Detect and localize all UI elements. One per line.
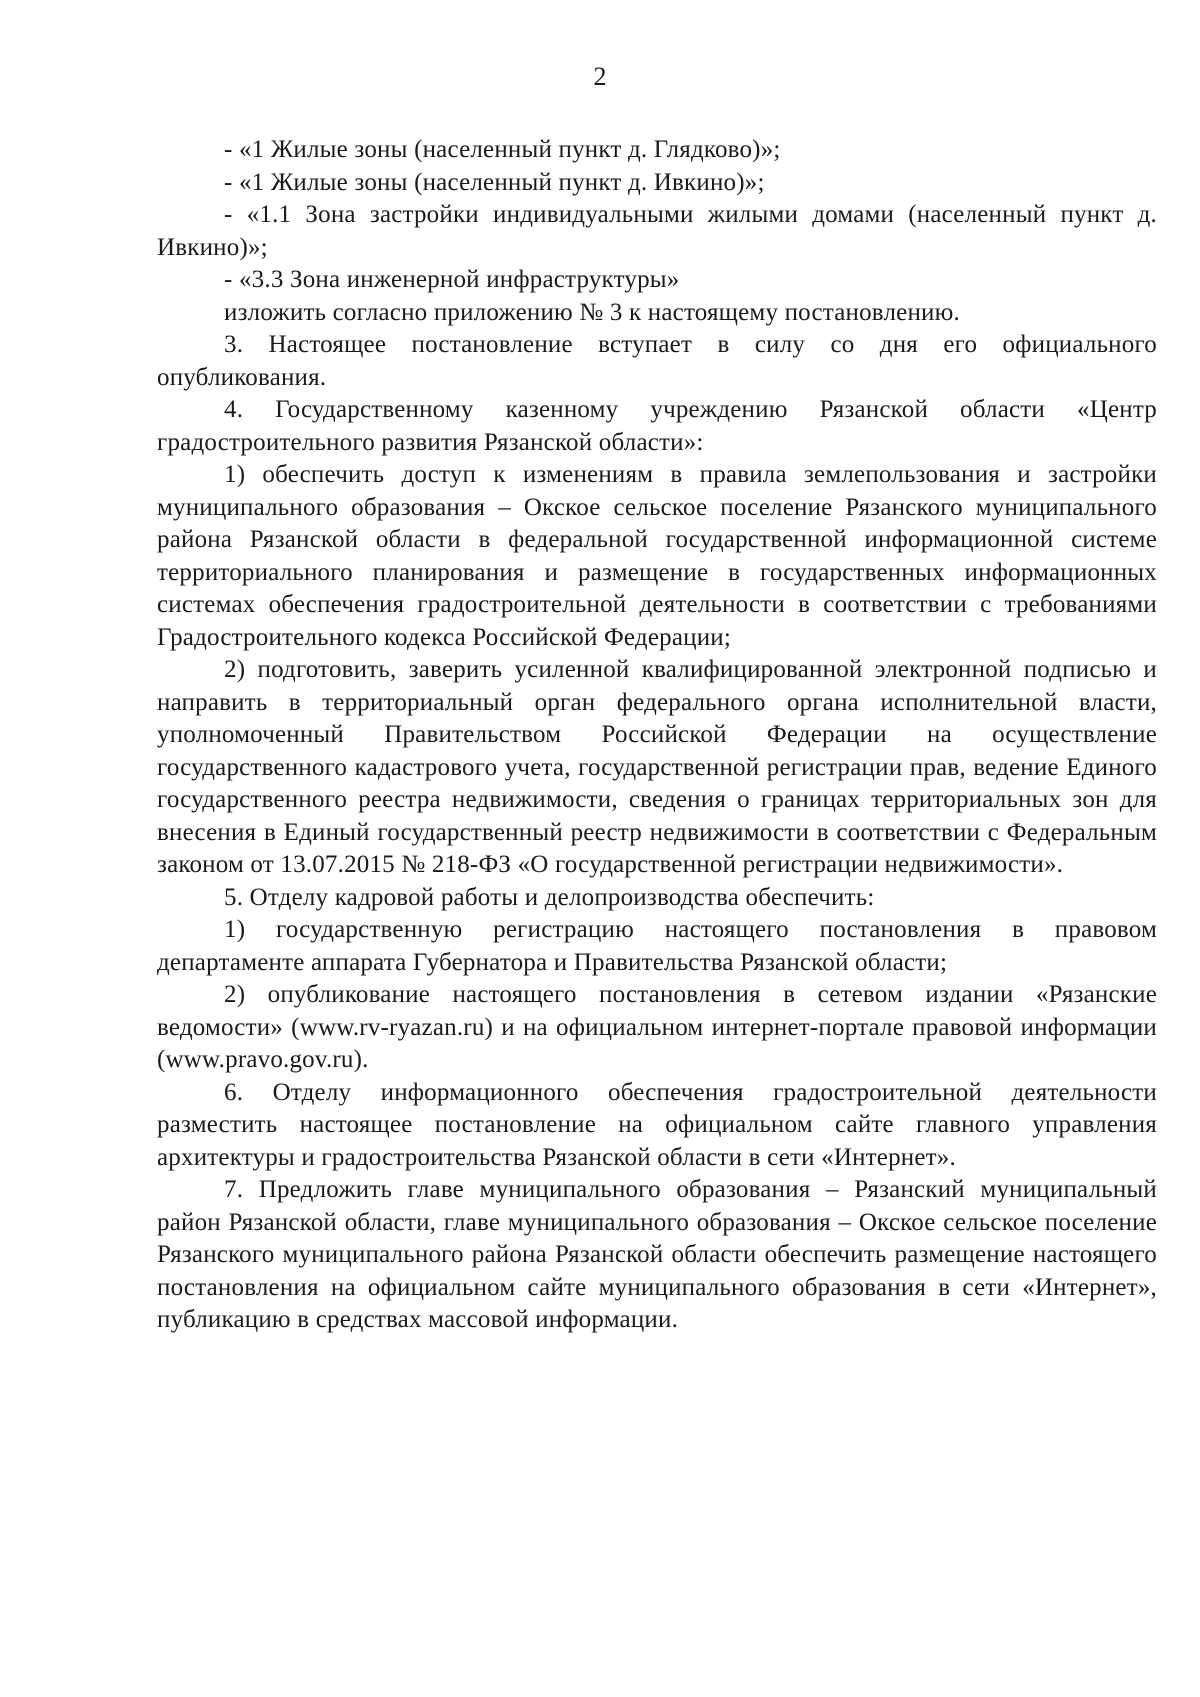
paragraph: 4. Государственному казенному учреждению Рязанской области «Центр градостроительного развития Рязанской области»: bbox=[157, 396, 1157, 456]
paragraph: 5. Отделу кадровой работы и делопроизводства обеспечить: bbox=[224, 883, 875, 911]
paragraph: 6. Отделу информационного обеспечения градостроительной деятельности разместить настоящее постановление на официальном сайте главного управления архитектуры и градостроительства Рязанской области в сети «Интернет». bbox=[157, 1078, 1157, 1171]
paragraph: 2) опубликование настоящего постановления в сетевом издании «Рязанские ведомости» (www.rv-ryazan.ru) и на официальном интернет-портале правовой информации (www.pravo.gov.ru). bbox=[157, 981, 1157, 1073]
paragraph: изложить согласно приложению № 3 к настоящему постановлению. bbox=[224, 298, 960, 326]
paragraph: 3. Настоящее постановление вступает в силу со дня его официального опубликования. bbox=[157, 331, 1157, 391]
paragraph: 7. Предложить главе муниципального образования – Рязанский муниципальный район Рязанской области, главе муниципального образования – Окское сельское поселение Рязанского муниципального района Рязанской области обеспечить размещение настоящего постановления на официальном сайте муниципального образования в сети «Интернет», публикацию в средствах массовой информации. bbox=[157, 1176, 1157, 1333]
paragraph: 1) государственную регистрацию настоящего постановления в правовом департаменте аппарата Губернатора и Правительства Рязанской области; bbox=[157, 916, 1157, 976]
paragraph: - «3.3 Зона инженерной инфраструктуры» bbox=[224, 266, 680, 293]
page-number: 2 bbox=[593, 62, 607, 91]
paragraph: - «1.1 Зона застройки индивидуальными жилыми домами (населенный пункт д. Ивкино)»; bbox=[157, 201, 1157, 261]
paragraph: 1) обеспечить доступ к изменениям в правила землепользования и застройки муниципального образования – Окское сельское поселение Рязанского муниципального района Рязанской области в федеральной государственной информационной системе территориального планирования и размещение в государственных информационных системах обеспечения градостроительной деятельности в соответствии с требованиями Градостроительного кодекса Российской Федерации; bbox=[157, 461, 1157, 651]
paragraph: 2) подготовить, заверить усиленной квалифицированной электронной подписью и направить в территориальный орган федерального органа исполнительной власти, уполномоченный Правительством Российской Федерации на осуществление государственного кадастрового учета, государственной регистрации прав, ведение Единого государственного реестра недвижимости, сведения о границах территориальных зон для внесения в Единый государственный реестр недвижимости в соответствии с Федеральным законом от 13.07.2015 № 218-ФЗ «О государственной регистрации недвижимости». bbox=[157, 656, 1157, 878]
paragraph: - «1 Жилые зоны (населенный пункт д. Ивкино)»; bbox=[224, 168, 765, 196]
document-body bbox=[157, 134, 1157, 1337]
paragraph: - «1 Жилые зоны (населенный пункт д. Глядково)»; bbox=[224, 136, 781, 163]
